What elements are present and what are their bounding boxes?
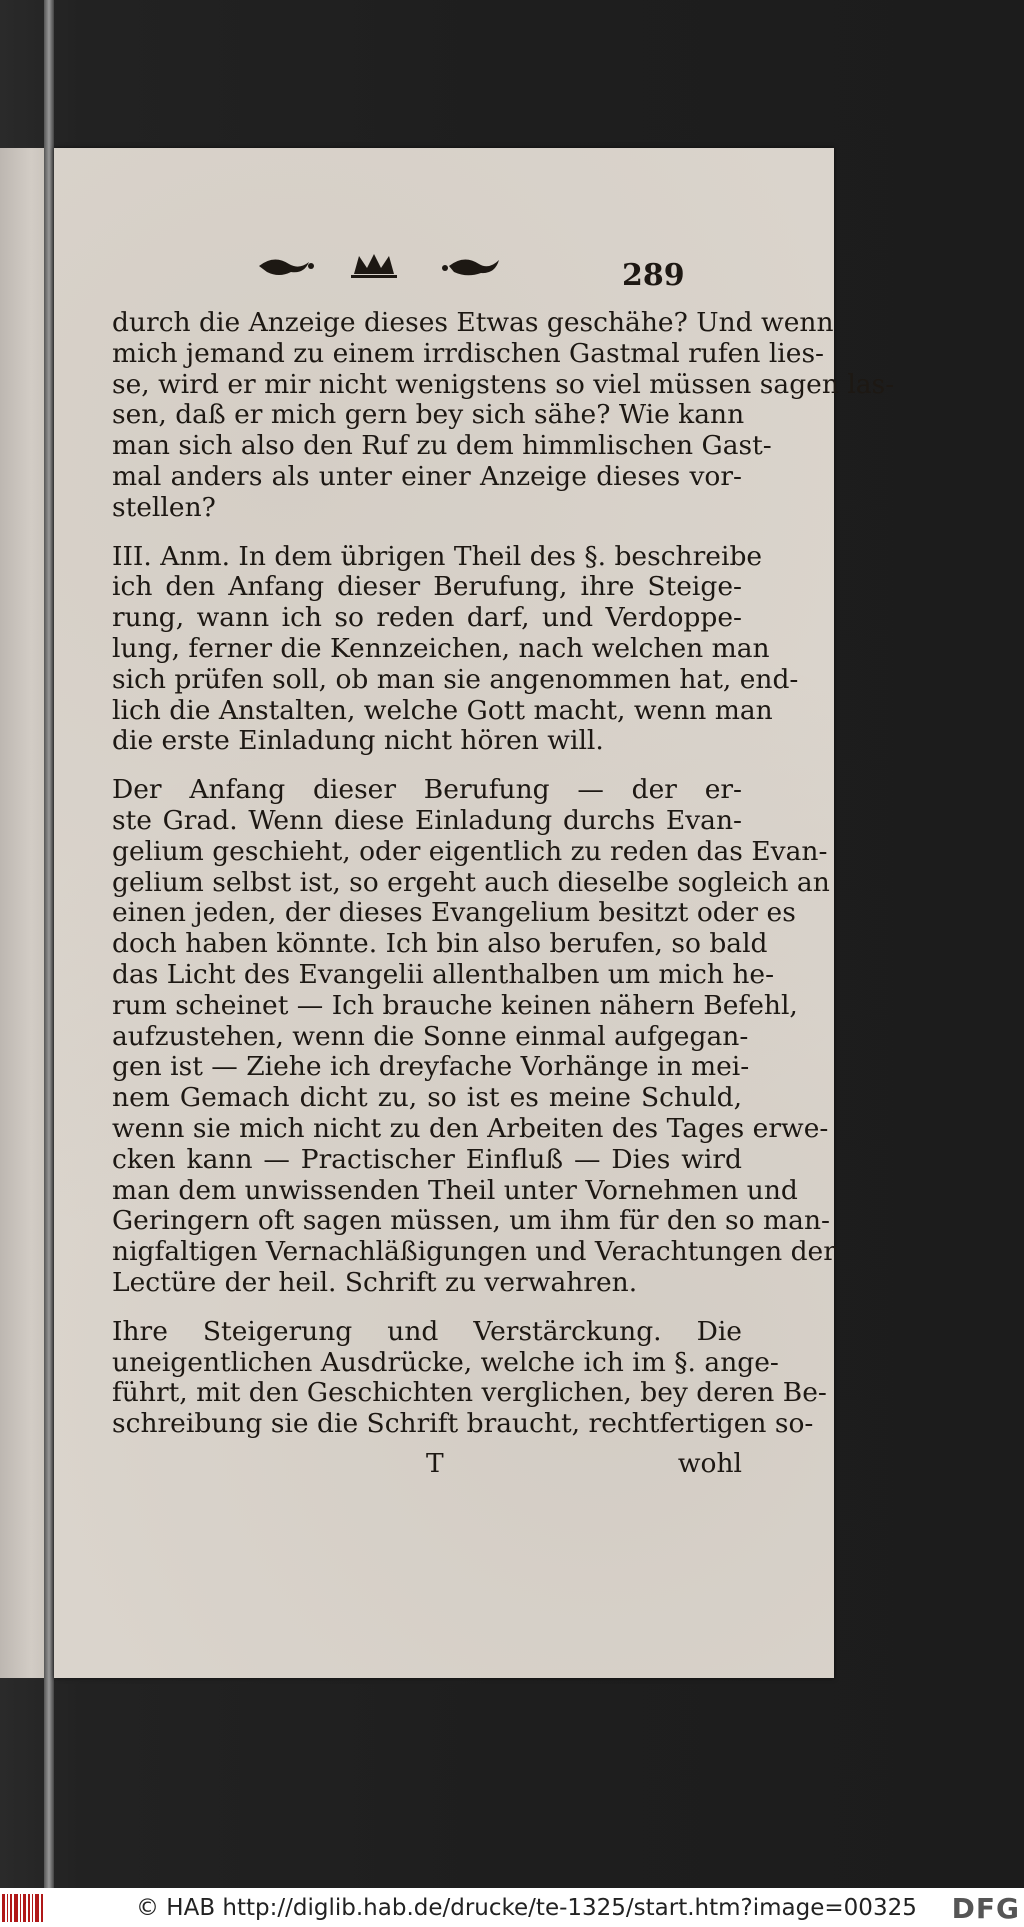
text-line: mich jemand zu einem irrdischen Gastmal rufen lies- xyxy=(112,337,825,369)
page-text xyxy=(112,307,895,1440)
text-line: cken kann — Practischer Einfluß — Dies wird xyxy=(112,1143,742,1175)
ornament-icon xyxy=(249,246,509,286)
binding-edge xyxy=(44,0,54,1888)
signature-mark: T xyxy=(426,1448,444,1479)
text-line: man sich also den Ruf zu dem himmlischen Gast- xyxy=(112,430,772,462)
text-line: das Licht des Evangelii allenthalben um mich he- xyxy=(112,958,775,990)
text-line: einen jeden, der dieses Evangelium besitzt oder es xyxy=(112,897,796,929)
text-line: se, wird er mir nicht wenigstens so viel müssen sagen las- xyxy=(112,368,895,400)
text-line: Geringern oft sagen müssen, um ihm für den so man- xyxy=(112,1205,830,1237)
text-line: durch die Anzeige dieses Etwas geschähe? Und wenn xyxy=(112,307,834,338)
book-page xyxy=(54,148,895,1678)
text-line: nem Gemach dicht zu, so ist es meine Schuld, xyxy=(112,1082,742,1114)
text-line: mal anders als unter einer Anzeige dieses vor- xyxy=(112,460,742,492)
text-line: nigfaltigen Vernachläßigungen und Verachtungen der xyxy=(112,1236,836,1268)
text-line: sen, daß er mich gern bey sich sähe? Wie kann xyxy=(112,399,745,431)
text-line: gelium geschieht, oder eigentlich zu reden das Evan- xyxy=(112,835,828,867)
text-line: ste Grad. Wenn diese Einladung durchs Evan- xyxy=(112,804,742,836)
text-line: Der Anfang dieser Berufung — der er- xyxy=(112,774,742,806)
text-line: wenn sie mich nicht zu den Arbeiten des Tages erwe- xyxy=(112,1112,829,1144)
footer-bar xyxy=(0,1888,1024,1927)
paragraph-gap xyxy=(112,524,742,542)
text-line: schreibung sie die Schrift braucht, rechtfertigen so- xyxy=(112,1408,814,1440)
barcode-icon xyxy=(2,1894,46,1922)
text-line: sich prüfen soll, ob man sie angenommen hat, end- xyxy=(112,663,799,695)
text-line: III. Anm. In dem übrigen Theil des §. beschreibe xyxy=(112,540,763,572)
paragraph-gap xyxy=(112,757,742,775)
catchword: wohl xyxy=(677,1448,742,1479)
text-line: lich die Anstalten, welche Gott macht, wenn man xyxy=(112,694,773,726)
text-line: aufzustehen, wenn die Sonne einmal aufgegan- xyxy=(112,1020,749,1052)
text-line: man dem unwissenden Theil unter Vornehmen und xyxy=(112,1174,798,1206)
text-line: stellen? xyxy=(112,491,216,523)
text-line: uneigentlichen Ausdrücke, welche ich im §. ange- xyxy=(112,1346,779,1378)
text-line: die erste Einladung nicht hören will. xyxy=(112,725,604,757)
footer-credit: © HAB http://diglib.hab.de/drucke/te-1325/start.htm?image=00325 xyxy=(136,1895,917,1921)
text-line: rung, wann ich so reden darf, und Verdoppe- xyxy=(112,602,742,634)
text-line: Ihre Steigerung und Verstärckung. Die xyxy=(112,1315,742,1347)
page-number: 289 xyxy=(622,258,685,293)
text-line: doch haben könnte. Ich bin also berufen, so bald xyxy=(112,928,768,960)
text-line: gelium selbst ist, so ergeht auch dieselbe sogleich an xyxy=(112,866,830,898)
paragraph-gap xyxy=(112,1299,742,1317)
dfg-logo: DFG xyxy=(951,1892,1020,1925)
text-line: führt, mit den Geschichten verglichen, bey deren Be- xyxy=(112,1377,827,1409)
text-line: Lectüre der heil. Schrift zu verwahren. xyxy=(112,1266,638,1298)
text-line: lung, ferner die Kennzeichen, nach welchen man xyxy=(112,632,770,664)
text-line: rum scheinet — Ich brauche keinen nähern Befehl, xyxy=(112,989,798,1021)
text-line: gen ist — Ziehe ich dreyfache Vorhänge in mei- xyxy=(112,1051,750,1083)
text-line: ich den Anfang dieser Berufung, ihre Steige- xyxy=(112,571,742,603)
